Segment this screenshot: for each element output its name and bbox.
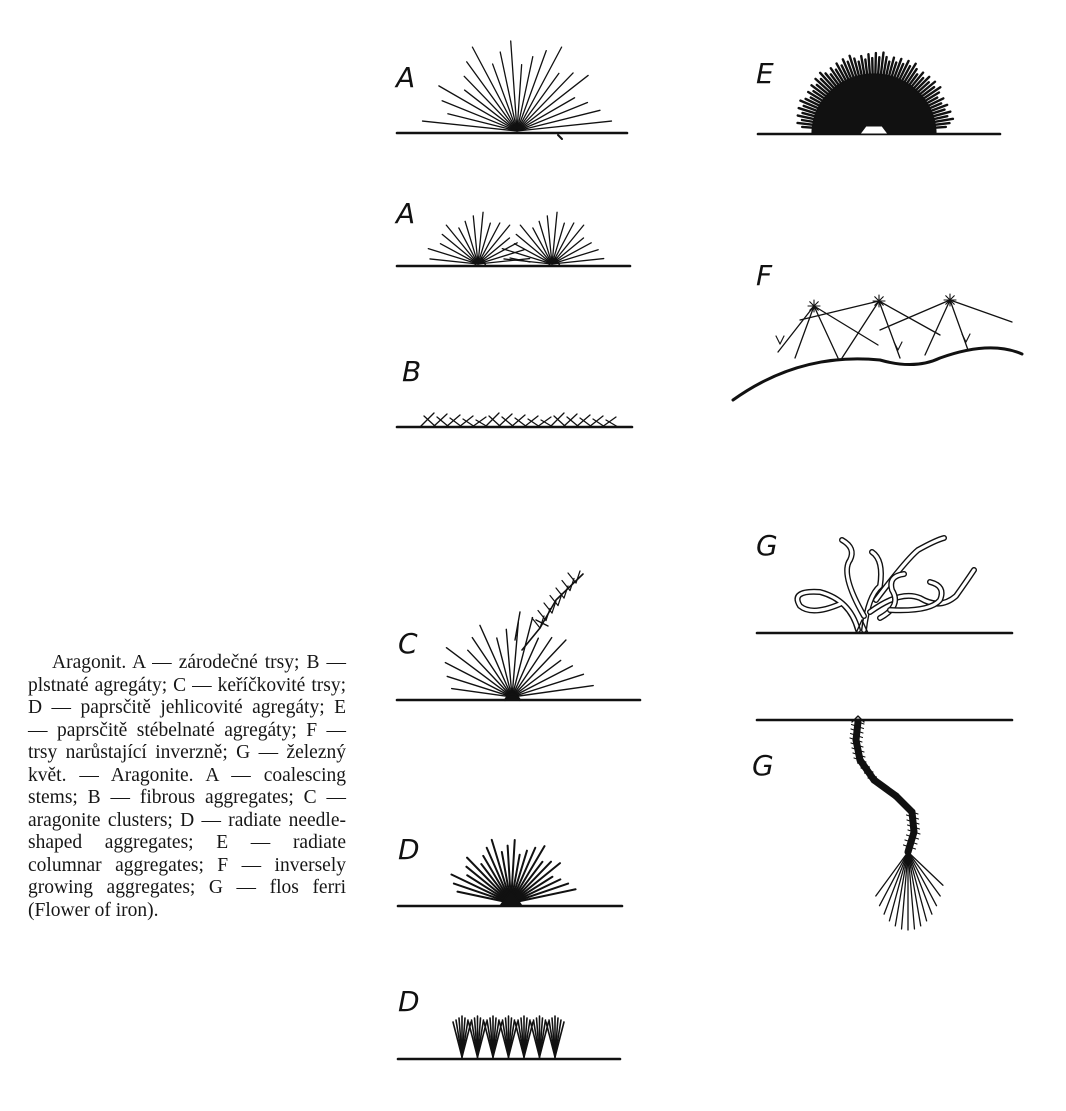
sketch-a-coalescing-stems-1 [397,41,627,139]
label-a-second: A [396,197,416,230]
sketch-d-radiate-needles-2 [398,1016,620,1059]
label-d-second: D [398,985,420,1018]
label-c: C [398,627,418,660]
sketch-c-aragonite-clusters [397,571,640,700]
sketch-f-inversely-growing [733,294,1022,400]
sketch-e-radiate-columnar [758,53,1000,134]
figure-caption [28,652,346,922]
sketch-b-fibrous-aggregates [397,413,632,427]
caption-text: Aragonit. A — zárodečné trsy; B — plstnaté agregáty; C — keříčkovité trsy; D — paprsčitě jehlicovité agregáty; E — paprsčitě stébelnaté agregáty; F — trsy narůstající inverzně; G — železný květ. — Aragonite. A — coalescing stems; B — fibrous aggregates; C — aragonite clusters; D — radiate needle-shaped aggregates; E — radiate columnar aggregates; F — inversely growing aggregates; G — flos ferri (Flower of iron). [28,652,346,921]
label-e: E [756,57,774,90]
sketch-g-flos-ferri-top [757,538,1012,633]
label-g-top: G [756,529,778,562]
sketch-d-radiate-needles-1 [398,840,622,906]
label-f: F [756,259,773,292]
label-b: B [402,355,422,388]
label-d-first: D [398,833,420,866]
label-g-bottom: G [752,749,774,782]
label-a-top: A [396,61,416,94]
sketch-a-coalescing-stems-2 [397,212,630,266]
sketch-g-flos-ferri-hanging [757,716,1012,930]
